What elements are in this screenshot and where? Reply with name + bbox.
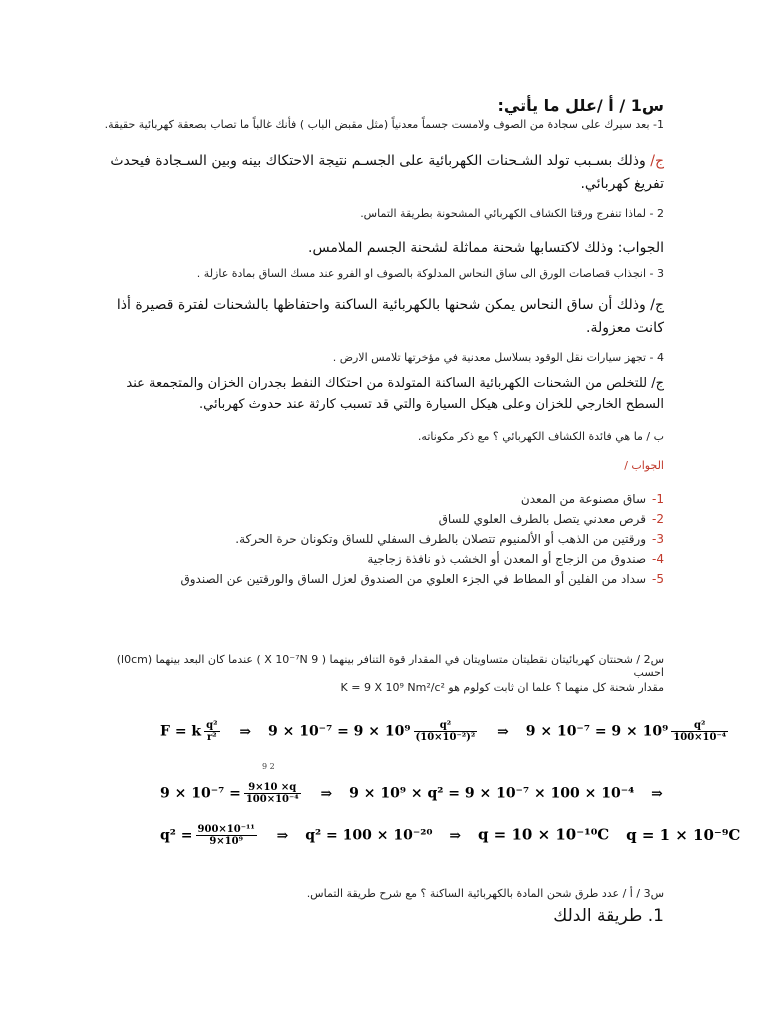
q1-item3-answer: ج/ وذلك أن ساق النحاس يمكن شحنها بالكهربائية الساكنة واحتفاظها بالشحنات لفترة قصيرة أذا كانت معزولة. (116, 297, 664, 336)
answer-label: الجواب / (624, 459, 664, 472)
list-item: 1-ساق مصنوعة من المعدن (520, 492, 664, 506)
q3-first-method: 1. طريقة الدلك (553, 906, 664, 926)
equation-3: q² = $\frac{\text{900×10⁻¹¹}}{\text{9×10⁹}}$ ⇒ q² = 100 × 10⁻²⁰ ⇒ q = 10 × 10⁻¹⁰C q = 1 × 10⁻⁹C (160, 824, 741, 847)
q1-item3-question: 3 - انجذاب قصاصات الورق الى ساق النحاس المدلوكة بالصوف او الفرو عند مسك الساق بمادة عازلة . (196, 267, 664, 280)
electroscope-components-list (160, 489, 664, 589)
q1-item4-answer: ج/ للتخلص من الشحنات الكهربائية الساكنة المتولدة من احتكاك النفط بجدران الخزان والمتجمعة عند السطح الخارجي للخزان وعلى هيكل السيارة والتي قد تسبب كارثة عند حدوث كهربائي. (126, 376, 664, 412)
answer-lead: ج/ (650, 153, 664, 169)
q1-item2-question: 2 - لماذا تنفرج ورقتا الكشاف الكهربائي المشحونة بطريقة التماس. (360, 207, 664, 220)
q1-item2-answer: الجواب: وذلك لاكتسابها شحنة مماثلة لشحنة الجسم الملامس. (308, 240, 664, 256)
equation-1: F = k $\frac{\text{q²}}{\text{r²}}$ ⇒ 9 × 10⁻⁷ = 9 × 10⁹ $\frac{\text{q²}}{\text{(10×10⁻²)²}}$ ⇒ 9 × 10⁻⁷ = 9 × 10⁹ $\frac{\text{q²}}{\text{100×10⁻⁴}}$ (160, 720, 727, 743)
list-item: 3-ورقتين من الذهب أو الألمنيوم تتصلان بالطرف السفلي للساق وتكونان حرة الحركة. (235, 532, 664, 546)
answer-text: وذلك بسـبب تولد الشـحنات الكهربائية على الجسـم نتيجة الاحتكاك بينه وبين السـجادة فيحدث تفريغ كهربائي. (110, 153, 664, 192)
list-item: 5-سداد من الفلين أو المطاط في الجزء العلوي من الصندوق لعزل الساق والورقتين عن الصندوق (180, 572, 664, 586)
q3-question: س3 / أ / عدد طرق شحن المادة بالكهربائية الساكنة ؟ مع شرح طريقة التماس. (306, 887, 664, 900)
list-item: 2-قرص معدني يتصل بالطرف العلوي للساق (438, 512, 664, 526)
q2-line1: س2 / شحنتان كهربائيتان نقطيتان متساويتان في المقدار قوة التنافر بينهما ( 9 X 10⁻⁷N ) عندما كان البعد بينهما (l0cm) احسب (116, 653, 664, 679)
q1-title: س1 / أ /علل ما يأتي: (497, 96, 664, 115)
list-item: 4-صندوق من الزجاج أو المعدن أو الخشب ذو نافذة زجاجية (367, 552, 664, 566)
q2-line2: مقدار شحنة كل منهما ؟ علما ان ثابت كولوم هو K = 9 X 10⁹ Nm²/c² (340, 681, 664, 694)
q1-part-b: ب / ما هي فائدة الكشاف الكهربائي ؟ مع ذكر مكوناته. (417, 430, 664, 443)
q1-item4-question: 4 - تجهز سيارات نقل الوقود بسلاسل معدنية في مؤخرتها تلامس الارض . (332, 351, 664, 364)
equation-2: 9 × 10⁻⁷ = $\frac{9\times 10 \times q}{\text{100×10⁻⁴}}$ ⇒ 9 × 10⁹ × q² = 9 × 10⁻⁷ × 100 × 10⁻⁴ ⇒ (160, 782, 663, 805)
q1-item1-answer (104, 150, 664, 196)
stray-marks: 9 2 (262, 762, 275, 771)
q1-item1-question: 1- بعد سيرك على سجادة من الصوف ولامست جسماً معدنياً (مثل مقبض الباب ) فأنك غالباً ما تصاب بصعقة كهربائية حقيقة. (104, 118, 664, 131)
